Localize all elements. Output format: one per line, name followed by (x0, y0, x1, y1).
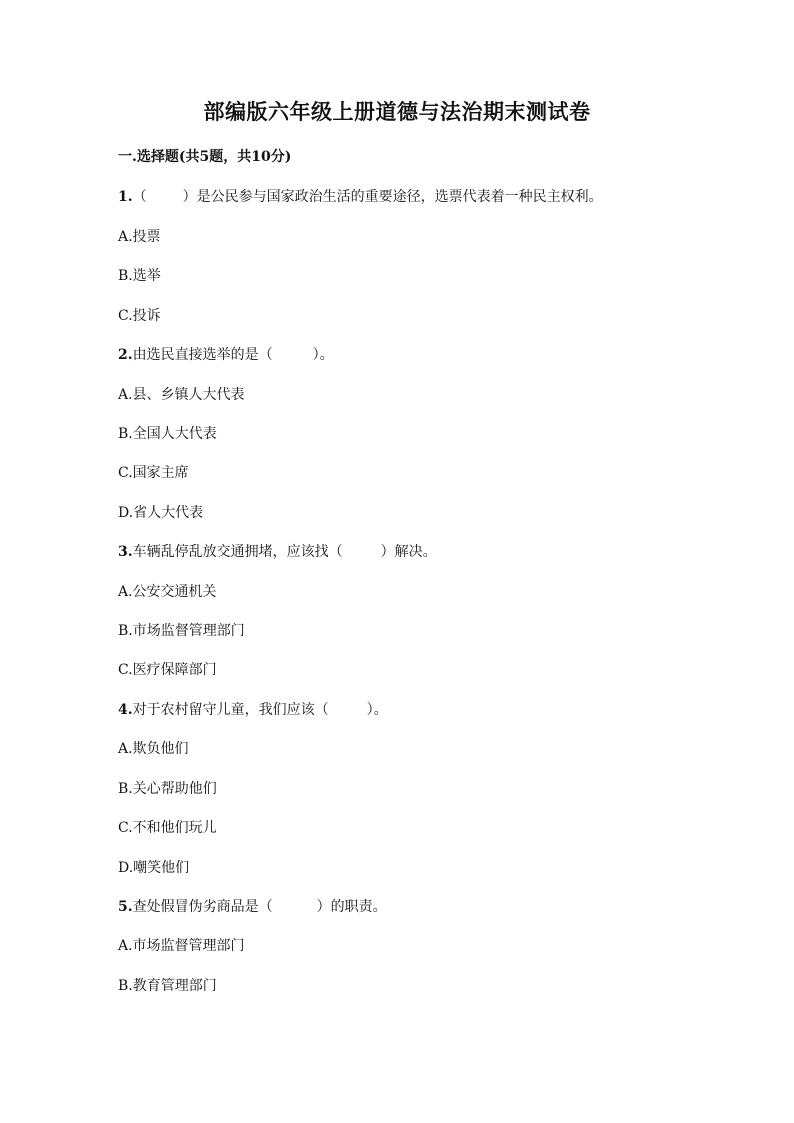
question-text-post: ）是公民参与国家政治生活的重要途径，选票代表着一种民主权利。 (182, 189, 603, 205)
option: B.教育管理部门 (118, 978, 217, 994)
option: A.县、乡镇人大代表 (118, 387, 245, 403)
question-number: 4. (118, 702, 133, 718)
question-text-pre: （ (132, 189, 147, 205)
question-text-pre: 车辆乱停乱放交通拥堵，应该找（ (132, 544, 343, 560)
question-text-post: ）。 (366, 702, 388, 718)
question-text-post: ）的职责。 (316, 899, 387, 915)
question-text-pre: 对于农村留守儿童，我们应该（ (132, 702, 329, 718)
question-text-post: ）。 (312, 347, 334, 363)
option: C.国家主席 (118, 465, 189, 481)
option: C.不和他们玩儿 (118, 820, 217, 836)
option: C.医疗保障部门 (118, 662, 217, 678)
section-heading: 一.选择题(共5题，共10分) (118, 149, 292, 165)
question-2 (118, 344, 334, 364)
question-text-pre: 查处假冒伪劣商品是（ (132, 899, 273, 915)
question-number: 2. (118, 347, 133, 363)
option: A.投票 (118, 229, 161, 245)
option: B.选举 (118, 268, 161, 284)
option: C.投诉 (118, 308, 161, 324)
question-number: 5. (118, 899, 133, 915)
option: D.省人大代表 (118, 505, 204, 521)
question-number: 1. (118, 189, 133, 205)
option: A.公安交通机关 (118, 584, 217, 600)
option: A.市场监督管理部门 (118, 938, 245, 954)
option: B.市场监督管理部门 (118, 623, 245, 639)
option: A.欺负他们 (118, 741, 189, 757)
question-number: 3. (118, 544, 133, 560)
option: B.关心帮助他们 (118, 781, 217, 797)
option: B.全国人大代表 (118, 426, 217, 442)
question-4 (118, 699, 388, 719)
question-text-pre: 由选民直接选举的是（ (132, 347, 273, 363)
question-text-post: ）解决。 (380, 544, 437, 560)
question-3 (118, 541, 437, 561)
question-1 (118, 186, 603, 206)
question-5 (118, 896, 387, 916)
page-title: 部编版六年级上册道德与法治期末测试卷 (203, 99, 591, 124)
option: D.嘲笑他们 (118, 860, 190, 876)
